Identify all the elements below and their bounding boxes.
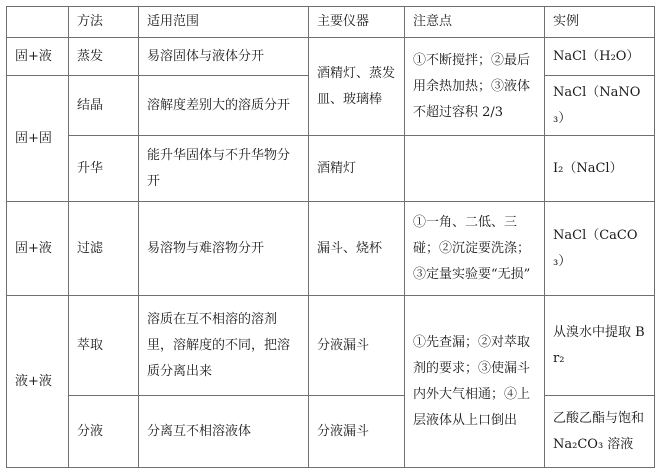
header-row [7,7,655,38]
instrument-cell: 酒精灯 [309,136,405,202]
separation-methods-table [6,6,655,468]
method-cell: 萃取 [69,296,139,396]
instrument-cell: 酒精灯、蒸发皿、玻璃棒 [309,38,405,136]
scope-cell: 能升华固体与不升华物分开 [139,136,309,202]
scope-cell: 分离互不相溶液体 [139,396,309,468]
table-row [7,396,655,468]
notes-cell [405,136,545,202]
table-row [7,296,655,396]
example-cell: 从溴水中提取 Br₂ [545,296,655,396]
group-label: 固+固 [7,76,69,202]
example-cell: NaCl（H₂O） [545,38,655,76]
table-row [7,38,655,76]
header-example: 实例 [545,7,655,38]
method-cell: 分液 [69,396,139,468]
notes-cell: ①先查漏；②对萃取剂的要求；③使漏斗内外大气相通；④上层液体从上口倒出 [405,296,545,468]
instrument-cell: 分液漏斗 [309,396,405,468]
method-cell: 结晶 [69,76,139,136]
group-label: 固+液 [7,38,69,76]
header-method: 方法 [69,7,139,38]
group-label: 液+液 [7,296,69,468]
example-cell: I₂（NaCl） [545,136,655,202]
table-row [7,202,655,296]
scope-cell: 易溶物与难溶物分开 [139,202,309,296]
scope-cell: 易溶固体与液体分开 [139,38,309,76]
example-cell: NaCl（NaNO₃） [545,76,655,136]
instrument-cell: 漏斗、烧杯 [309,202,405,296]
method-cell: 蒸发 [69,38,139,76]
method-cell: 过滤 [69,202,139,296]
header-instrument: 主要仪器 [309,7,405,38]
header-notes: 注意点 [405,7,545,38]
instrument-cell: 分液漏斗 [309,296,405,396]
table-row [7,136,655,202]
header-cell-blank [7,7,69,38]
notes-cell: ①不断搅拌；②最后用余热加热；③液体不超过容积 2/3 [405,38,545,136]
notes-cell: ①一角、二低、三碰；②沉淀要洗涤；③定量实验要“无损” [405,202,545,296]
header-scope: 适用范围 [139,7,309,38]
scope-cell: 溶质在互不相溶的溶剂里，溶解度的不同，把溶质分离出来 [139,296,309,396]
method-cell: 升华 [69,136,139,202]
example-cell: 乙酸乙酯与饱和 Na₂CO₃ 溶液 [545,396,655,468]
example-cell: NaCl（CaCO₃） [545,202,655,296]
scope-cell: 溶解度差别大的溶质分开 [139,76,309,136]
group-label: 固+液 [7,202,69,296]
